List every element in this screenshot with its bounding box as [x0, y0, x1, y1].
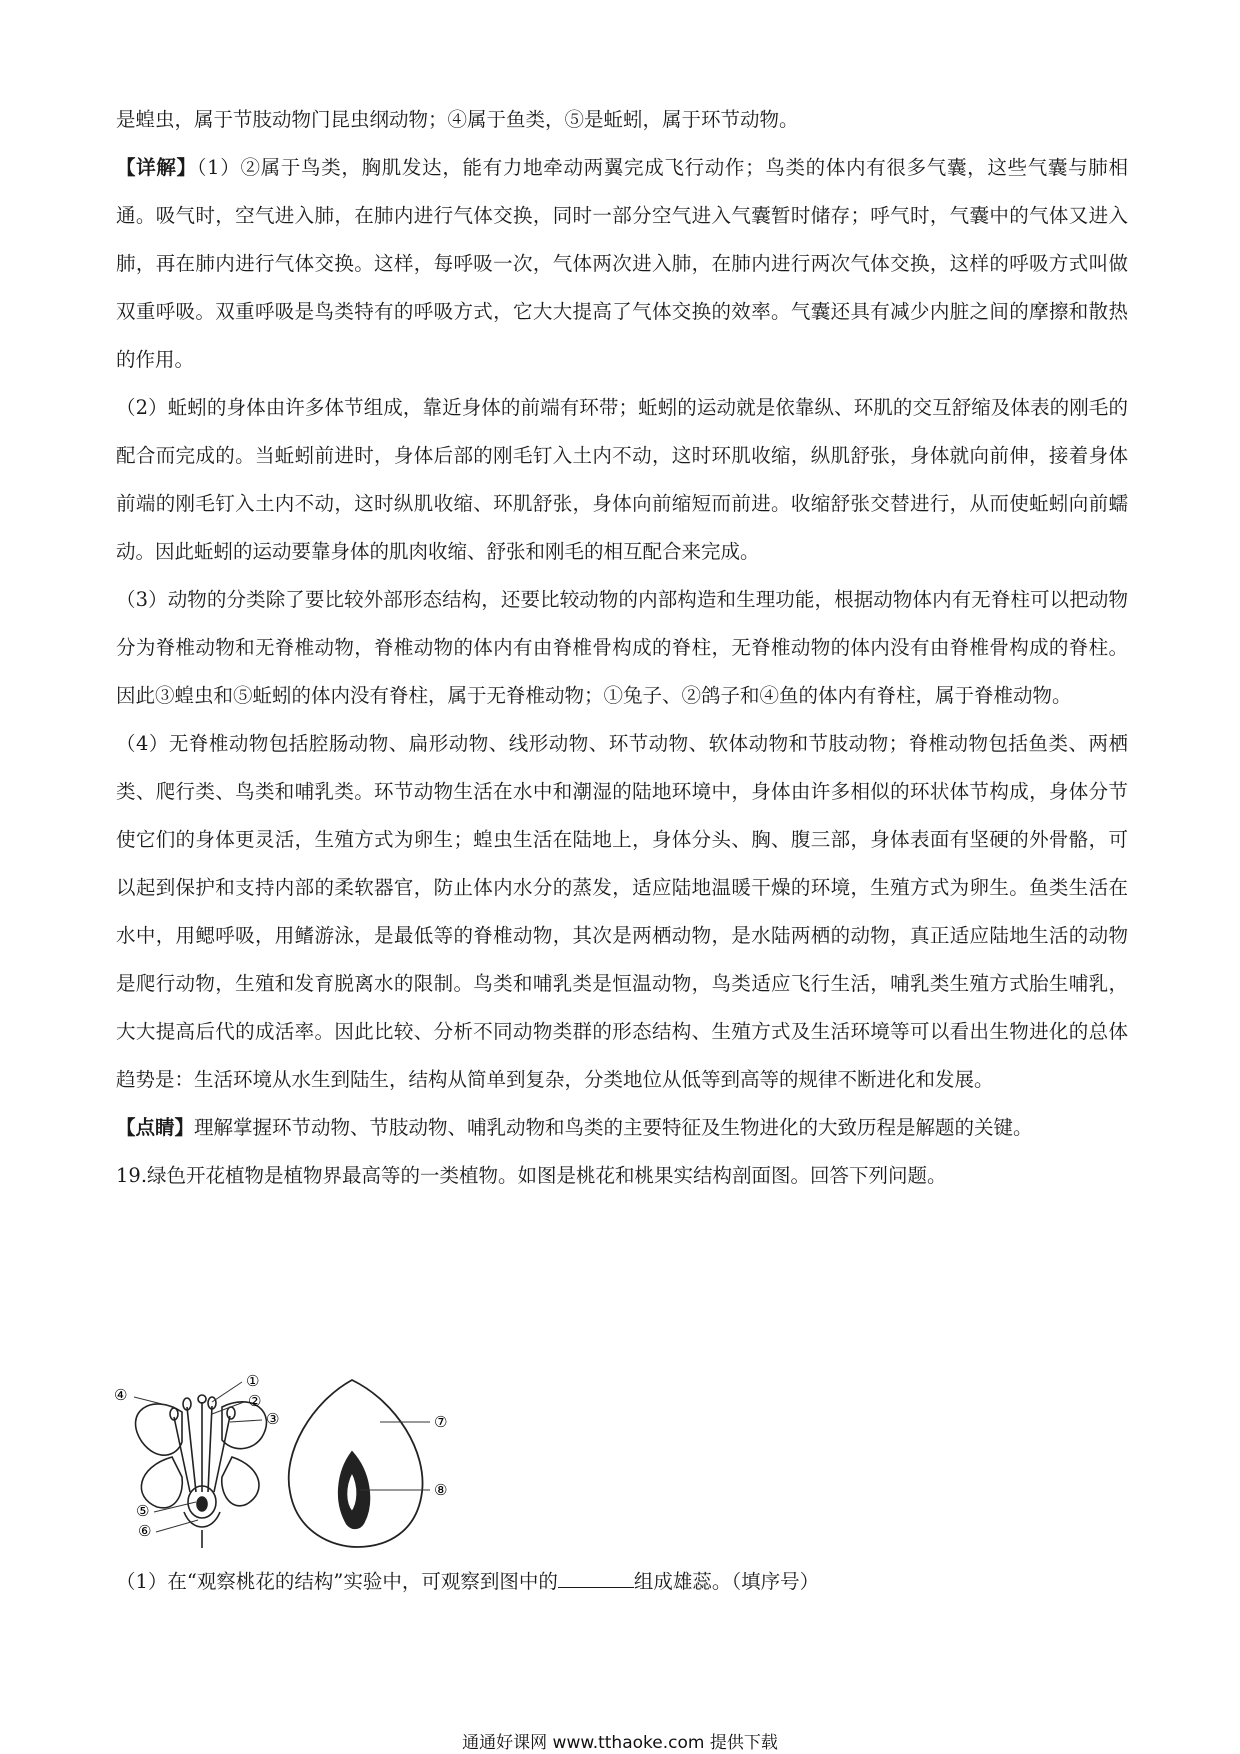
question-19-1 [116, 1562, 819, 1602]
paragraph-detail-3: （3）动物的分类除了要比较外部形态结构，还要比较动物的内部构造和生理功能，根据动物体内有无脊柱可以把动物分为脊椎动物和无脊椎动物，脊椎动物的体内有由脊椎骨构成的脊柱，无脊椎动物的体内没有由脊椎骨构成的脊柱。因此③蝗虫和⑤蚯蚓的体内没有脊柱，属于无脊椎动物；①兔子、②鸽子和④鱼的体内有脊柱，属于脊椎动物。 [116, 588, 1128, 707]
label-8: ⑧ [434, 1481, 448, 1499]
comment-tag: 【点睛】 [116, 1116, 195, 1139]
question-text-before: （1）在“观察桃花的结构”实验中，可观察到图中的 [116, 1570, 558, 1593]
label-1: ① [246, 1372, 260, 1390]
paragraph-continuation: 是蝗虫，属于节肢动物门昆虫纲动物；④属于鱼类，⑤是蚯蚓，属于环节动物。 [116, 108, 799, 131]
paragraph-detail-2: （2）蚯蚓的身体由许多体节组成，靠近身体的前端有环带；蚯蚓的运动就是依靠纵、环肌的交互舒缩及体表的刚毛的配合而完成的。当蚯蚓前进时，身体后部的刚毛钉入土内不动，这时环肌收缩，纵肌舒张，身体就向前伸，接着身体前端的刚毛钉入土内不动，这时纵肌收缩、环肌舒张，身体向前缩短而前进。收缩舒张交替进行，从而使蚯蚓向前蠕动。因此蚯蚓的运动要靠身体的肌肉收缩、舒张和刚毛的相互配合来完成。 [116, 396, 1128, 563]
peach-diagram [112, 1372, 512, 1552]
question-text-after: 组成雄蕊。（填序号） [633, 1570, 820, 1593]
label-7: ⑦ [434, 1413, 448, 1431]
paragraph-detail-1: 【详解】（1）②属于鸟类，胸肌发达，能有力地牵动两翼完成飞行动作；鸟类的体内有很多气囊，这些气囊与肺相通。吸气时，空气进入肺，在肺内进行气体交换，同时一部分空气进入气囊暂时储存；呼气时，气囊中的气体又进入肺，再在肺内进行气体交换。这样，每呼吸一次，气体两次进入肺，在肺内进行两次气体交换，这样的呼吸方式叫做双重呼吸。双重呼吸是鸟类特有的呼吸方式，它大大提高了气体交换的效率。气囊还具有减少内脏之间的摩擦和散热的作用。 [116, 156, 1128, 371]
answer-blank[interactable] [558, 1565, 634, 1588]
peach-fruit-drawing [289, 1380, 423, 1547]
label-4: ④ [114, 1386, 128, 1404]
paragraph-comment: 【点睛】理解掌握环节动物、节肢动物、哺乳动物和鸟类的主要特征及生物进化的大致历程是解题的关键。 [116, 1116, 1033, 1139]
detail-tag: 【详解】 [116, 156, 197, 179]
paragraph-detail-4: （4）无脊椎动物包括腔肠动物、扁形动物、线形动物、环节动物、软体动物和节肢动物；脊椎动物包括鱼类、两栖类、爬行类、鸟类和哺乳类。环节动物生活在水中和潮湿的陆地环境中，身体由许多相似的环状体节构成，身体分节使它们的身体更灵活，生殖方式为卵生；蝗虫生活在陆地上，身体分头、胸、腹三部，身体表面有坚硬的外骨骼，可以起到保护和支持内部的柔软器官，防止体内水分的蒸发，适应陆地温暖干燥的环境，生殖方式为卵生。鱼类生活在水中，用鳃呼吸，用鳍游泳，是最低等的脊椎动物，其次是两栖动物，是水陆两栖的动物，真正适应陆地生活的动物是爬行动物，生殖和发育脱离水的限制。鸟类和哺乳类是恒温动物，鸟类适应飞行生活，哺乳类生殖方式胎生哺乳，大大提高后代的成活率。因此比较、分析不同动物类群的形态结构、生殖方式及生活环境等可以看出生物进化的总体趋势是：生活环境从水生到陆生，结构从简单到复杂，分类地位从低等到高等的规律不断进化和发展。 [116, 732, 1128, 1091]
text-body [116, 96, 1128, 1200]
label-6: ⑥ [138, 1522, 152, 1540]
peach-structure-figure [112, 1372, 512, 1552]
peach-flower-drawing [136, 1395, 267, 1548]
question-19-stem: 19.绿色开花植物是植物界最高等的一类植物。如图是桃花和桃果实结构剖面图。回答下列问题。 [116, 1164, 947, 1187]
page-footer: 通通好课网 www.tthaoke.com 提供下载 [462, 1733, 778, 1753]
label-2: ② [248, 1392, 262, 1410]
label-5: ⑤ [136, 1502, 150, 1520]
label-3: ③ [266, 1410, 280, 1428]
fruit-leader-lines [360, 1422, 430, 1490]
